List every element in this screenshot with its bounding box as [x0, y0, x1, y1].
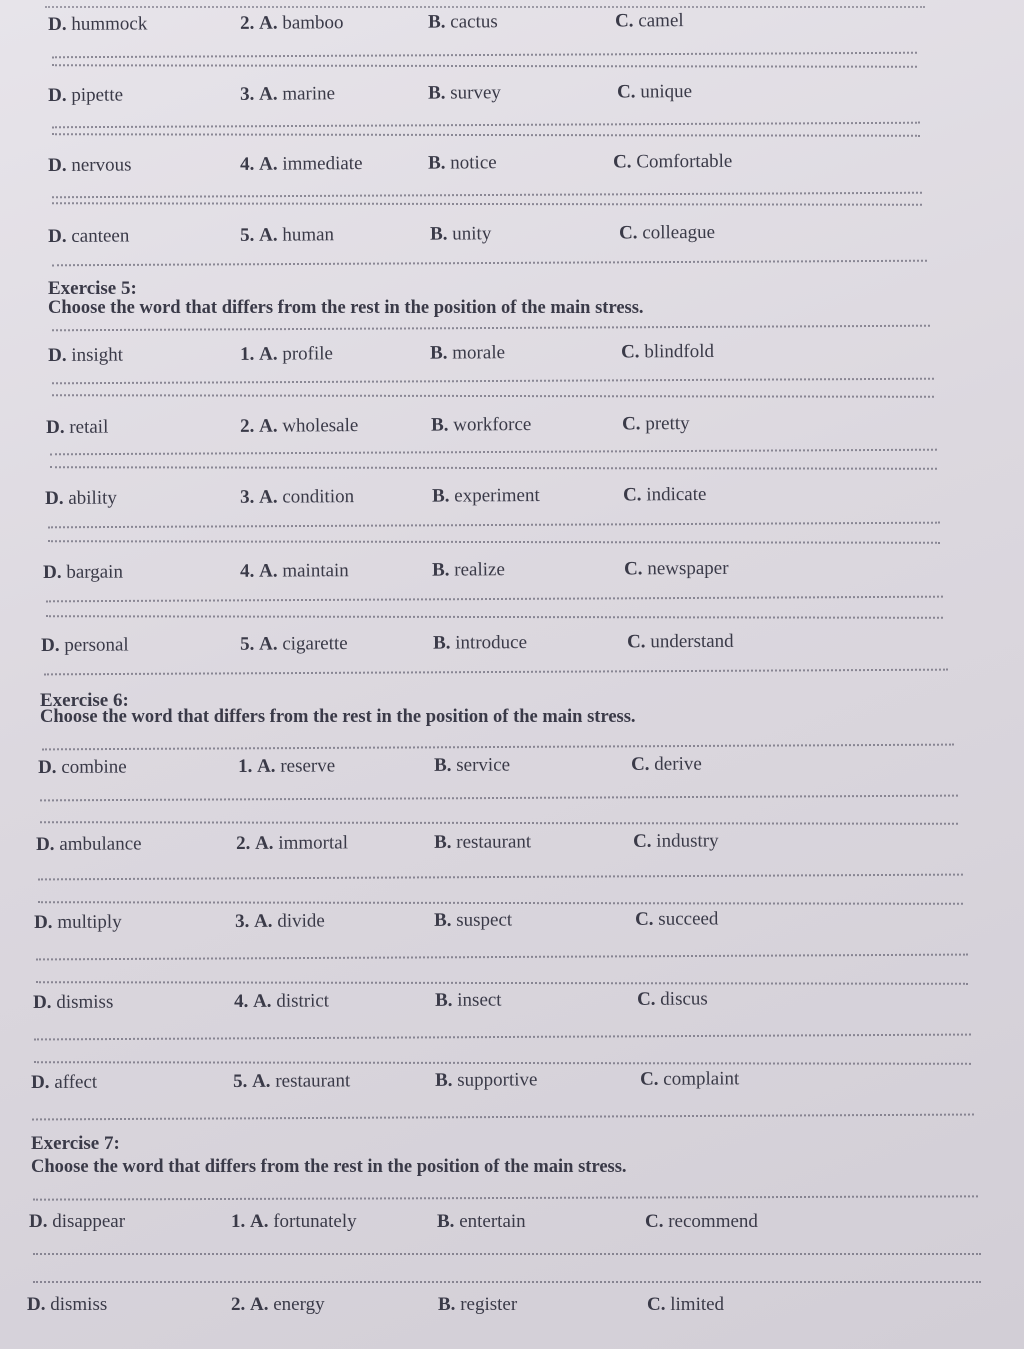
option-word: hummock	[71, 13, 148, 35]
option-b[interactable]	[433, 632, 527, 655]
option-letter: C.	[618, 222, 638, 244]
option-c[interactable]	[621, 341, 714, 364]
option-b[interactable]	[435, 990, 502, 1012]
option-d[interactable]	[45, 488, 117, 510]
option-letter: A.	[258, 83, 278, 105]
option-word: profile	[282, 343, 334, 365]
option-letter: D.	[36, 833, 55, 855]
option-d[interactable]	[29, 1211, 125, 1233]
option-letter: C.	[645, 1211, 664, 1232]
question-number: 4.	[239, 153, 255, 175]
option-letter: C.	[614, 10, 634, 32]
option-c[interactable]	[635, 908, 718, 930]
option-word: fortunately	[273, 1211, 357, 1232]
option-word: derive	[654, 753, 702, 775]
option-letter: A.	[251, 1070, 271, 1092]
question-number: 5.	[239, 633, 255, 655]
option-word: marine	[282, 83, 336, 105]
answer-line	[33, 1281, 981, 1283]
option-word: insight	[71, 344, 124, 366]
option-letter: C.	[647, 1294, 666, 1315]
option-b[interactable]	[434, 909, 512, 931]
option-word: register	[460, 1294, 518, 1315]
option-d[interactable]	[34, 912, 122, 934]
option-b[interactable]	[431, 414, 531, 437]
option-a[interactable]	[240, 153, 363, 176]
option-letter: C.	[634, 908, 654, 930]
option-letter: D.	[48, 13, 67, 35]
option-a[interactable]	[234, 990, 329, 1012]
option-b[interactable]	[430, 342, 505, 364]
option-letter: A.	[258, 560, 278, 582]
option-letter: A.	[256, 755, 276, 777]
answer-line	[50, 466, 937, 470]
question-number: 4.	[233, 990, 249, 1012]
option-letter: B.	[438, 1294, 456, 1315]
option-word: affect	[54, 1071, 98, 1093]
answer-line	[42, 744, 954, 751]
option-b[interactable]	[432, 559, 505, 581]
question-number: 5.	[239, 224, 255, 246]
option-word: morale	[452, 342, 506, 364]
answer-line	[36, 954, 968, 961]
option-letter: C.	[621, 413, 641, 435]
option-a[interactable]	[240, 486, 354, 509]
option-word: discus	[660, 988, 708, 1010]
option-b[interactable]	[437, 1211, 526, 1233]
option-letter: A.	[258, 415, 278, 437]
answer-line	[33, 1195, 978, 1200]
option-letter: B.	[427, 152, 446, 174]
option-d[interactable]	[48, 226, 129, 248]
option-word: realize	[454, 559, 505, 581]
option-c[interactable]	[637, 988, 708, 1010]
answer-line	[46, 615, 943, 619]
option-a[interactable]	[231, 1211, 357, 1233]
option-letter: D.	[34, 911, 53, 933]
option-word: pretty	[645, 413, 690, 435]
option-word: Comfortable	[636, 150, 733, 173]
option-letter: D.	[38, 756, 57, 778]
option-word: colleague	[642, 221, 716, 244]
option-letter: A.	[250, 1294, 269, 1315]
option-letter: C.	[620, 341, 640, 363]
option-word: experiment	[454, 484, 540, 507]
option-word: notice	[450, 152, 497, 174]
option-d[interactable]	[31, 1072, 97, 1094]
option-b[interactable]	[434, 755, 510, 777]
option-word: recommend	[668, 1211, 758, 1232]
answer-line	[48, 540, 940, 544]
option-d[interactable]	[43, 562, 123, 584]
option-word: newspaper	[647, 557, 729, 580]
option-letter: D.	[27, 1294, 46, 1315]
answer-line	[50, 449, 937, 456]
option-a[interactable]	[240, 633, 348, 656]
option-b[interactable]	[432, 485, 540, 508]
question-number: 1.	[231, 1211, 246, 1232]
option-letter: C.	[616, 81, 636, 103]
option-letter: A.	[252, 990, 272, 1012]
option-a[interactable]	[233, 1070, 350, 1093]
option-letter: C.	[626, 631, 646, 653]
option-d[interactable]	[36, 833, 142, 856]
option-d[interactable]	[38, 757, 127, 779]
option-word: workforce	[453, 414, 532, 436]
question-number: 4.	[239, 560, 255, 582]
option-word: multiply	[57, 911, 122, 933]
option-word: service	[456, 754, 511, 776]
option-a[interactable]	[240, 224, 334, 247]
option-c[interactable]	[615, 10, 684, 32]
option-c[interactable]	[613, 151, 732, 174]
answer-line	[48, 522, 940, 529]
option-b[interactable]	[434, 831, 531, 854]
option-word: personal	[64, 634, 129, 656]
option-d[interactable]	[48, 345, 123, 367]
option-letter: A.	[258, 12, 278, 34]
option-letter: D.	[48, 84, 67, 106]
exercise-instruction: Choose the word that differs from the rest in the position of the main stress.	[48, 298, 644, 318]
answer-line	[46, 596, 943, 603]
option-letter: C.	[622, 484, 642, 506]
option-word: limited	[670, 1294, 725, 1315]
exercise-instruction: Choose the word that differs from the rest in the position of the main stress.	[31, 1157, 627, 1177]
option-word: divide	[277, 910, 325, 932]
answer-line	[52, 325, 930, 332]
option-d[interactable]	[48, 13, 147, 36]
option-letter: A.	[258, 486, 278, 508]
option-c[interactable]	[633, 830, 719, 852]
question-number: 2.	[239, 415, 255, 437]
answer-line	[36, 981, 968, 985]
question-number: 2.	[239, 12, 255, 34]
option-word: succeed	[658, 908, 719, 930]
option-letter: D.	[29, 1211, 48, 1232]
option-letter: B.	[427, 11, 446, 33]
option-letter: A.	[258, 224, 278, 246]
option-c[interactable]	[627, 631, 734, 654]
option-letter: B.	[429, 223, 448, 245]
option-letter: B.	[427, 82, 446, 104]
option-b[interactable]	[428, 152, 497, 174]
answer-line	[40, 821, 958, 825]
option-word: suspect	[456, 909, 513, 931]
option-a[interactable]	[231, 1294, 325, 1316]
option-letter: B.	[429, 342, 448, 364]
option-word: indicate	[646, 483, 707, 506]
option-letter: B.	[434, 1069, 453, 1091]
option-b[interactable]	[438, 1294, 517, 1316]
question-number: 3.	[239, 486, 255, 508]
option-word: bargain	[66, 561, 124, 583]
answer-line	[34, 1061, 971, 1065]
option-letter: C.	[612, 151, 632, 173]
option-word: cigarette	[282, 633, 348, 655]
option-word: reserve	[280, 755, 336, 777]
option-c[interactable]	[623, 484, 707, 507]
option-word: introduce	[455, 632, 528, 654]
answer-line	[52, 52, 917, 59]
option-letter: B.	[433, 754, 452, 776]
option-c[interactable]	[640, 1068, 739, 1091]
answer-line	[52, 202, 922, 206]
option-letter: A.	[258, 343, 278, 365]
option-letter: D.	[31, 1071, 50, 1093]
option-word: energy	[273, 1294, 325, 1315]
option-letter: D.	[48, 154, 67, 176]
option-d[interactable]	[27, 1294, 107, 1316]
answer-line	[38, 874, 963, 881]
answer-line	[52, 64, 917, 68]
option-a[interactable]	[240, 560, 349, 583]
question-number: 2.	[231, 1294, 246, 1315]
option-word: ability	[68, 487, 117, 509]
option-letter: A.	[253, 910, 273, 932]
answer-line	[52, 192, 922, 199]
option-letter: B.	[433, 831, 452, 853]
option-word: nervous	[71, 154, 132, 176]
answer-line	[44, 669, 948, 676]
option-letter: A.	[258, 633, 278, 655]
exercise-instruction: Choose the word that differs from the rest in the position of the main stress.	[40, 707, 636, 727]
option-word: entertain	[459, 1211, 526, 1232]
option-word: insect	[457, 989, 502, 1011]
option-word: supportive	[457, 1069, 538, 1091]
option-word: cactus	[450, 11, 498, 33]
option-word: maintain	[282, 560, 349, 582]
option-word: wholesale	[282, 415, 359, 437]
answer-line	[52, 122, 920, 129]
option-word: blindfold	[644, 340, 715, 363]
option-letter: D.	[33, 991, 52, 1013]
option-b[interactable]	[428, 11, 498, 33]
exercise-title: Exercise 6:	[40, 690, 129, 711]
option-letter: B.	[432, 632, 451, 654]
question-number: 5.	[232, 1070, 248, 1092]
answer-line	[52, 133, 920, 137]
option-word: canteen	[71, 225, 130, 247]
option-c[interactable]	[622, 413, 690, 435]
question-number: 2.	[235, 832, 251, 854]
question-number: 3.	[239, 83, 255, 105]
option-letter: B.	[437, 1211, 455, 1232]
divider	[45, 6, 925, 8]
answer-line	[40, 795, 958, 802]
option-word: unique	[640, 81, 693, 103]
option-word: bamboo	[282, 12, 344, 34]
exercise-title: Exercise 5:	[48, 278, 137, 299]
option-letter: B.	[431, 559, 450, 581]
option-word: industry	[656, 830, 719, 852]
option-a[interactable]	[238, 755, 335, 778]
option-word: survey	[450, 82, 501, 104]
option-word: immediate	[282, 153, 363, 175]
option-letter: D.	[48, 344, 67, 366]
answer-line	[52, 260, 927, 267]
option-a[interactable]	[240, 83, 335, 106]
option-letter: B.	[433, 909, 452, 931]
option-d[interactable]	[48, 154, 132, 177]
option-c[interactable]	[619, 222, 715, 245]
option-c[interactable]	[645, 1211, 758, 1233]
option-c[interactable]	[617, 81, 692, 103]
option-word: immortal	[278, 832, 348, 854]
option-word: dismiss	[56, 991, 114, 1013]
option-word: ambulance	[59, 833, 142, 855]
option-letter: A.	[250, 1211, 269, 1232]
option-letter: C.	[632, 830, 652, 852]
option-word: pipette	[71, 84, 124, 106]
option-word: retail	[69, 416, 109, 438]
question-number: 1.	[237, 755, 253, 777]
option-word: district	[276, 990, 330, 1012]
option-letter: C.	[623, 558, 643, 580]
option-word: restaurant	[456, 831, 532, 853]
option-letter: D.	[43, 561, 62, 583]
option-d[interactable]	[33, 992, 113, 1014]
option-c[interactable]	[647, 1294, 724, 1316]
answer-line	[33, 1253, 981, 1255]
answer-line	[52, 394, 934, 398]
option-word: disappear	[52, 1211, 126, 1232]
option-letter: A.	[254, 832, 274, 854]
option-letter: C.	[630, 753, 650, 775]
option-letter: B.	[434, 989, 453, 1011]
option-a[interactable]	[240, 12, 344, 35]
option-letter: B.	[431, 485, 450, 507]
answer-line	[38, 901, 963, 905]
option-c[interactable]	[624, 558, 729, 581]
option-d[interactable]	[48, 85, 123, 107]
option-letter: D.	[41, 634, 60, 656]
option-word: complaint	[663, 1068, 740, 1090]
option-letter: D.	[48, 225, 67, 247]
option-word: condition	[282, 486, 355, 508]
option-d[interactable]	[46, 417, 108, 439]
answer-line	[52, 378, 934, 385]
option-word: unity	[452, 223, 492, 245]
option-b[interactable]	[430, 223, 491, 245]
option-a[interactable]	[236, 832, 348, 855]
answer-line	[34, 1034, 971, 1041]
option-c[interactable]	[631, 754, 702, 776]
option-b[interactable]	[435, 1069, 538, 1092]
option-word: camel	[638, 10, 684, 32]
option-d[interactable]	[41, 634, 129, 657]
question-number: 1.	[239, 343, 255, 365]
option-a[interactable]	[235, 910, 325, 932]
option-b[interactable]	[428, 82, 501, 104]
option-a[interactable]	[240, 415, 358, 438]
option-word: understand	[650, 630, 734, 653]
option-letter: D.	[46, 416, 65, 438]
option-letter: D.	[45, 487, 64, 509]
option-letter: C.	[639, 1068, 659, 1090]
question-number: 3.	[234, 910, 250, 932]
option-a[interactable]	[240, 343, 333, 366]
option-word: combine	[61, 756, 127, 778]
option-letter: A.	[258, 153, 278, 175]
option-letter: C.	[636, 988, 656, 1010]
option-word: restaurant	[275, 1070, 351, 1092]
option-letter: B.	[430, 414, 449, 436]
option-word: dismiss	[50, 1294, 108, 1315]
answer-line	[32, 1114, 974, 1121]
option-word: human	[282, 224, 335, 246]
exercise-title: Exercise 7:	[31, 1133, 120, 1154]
